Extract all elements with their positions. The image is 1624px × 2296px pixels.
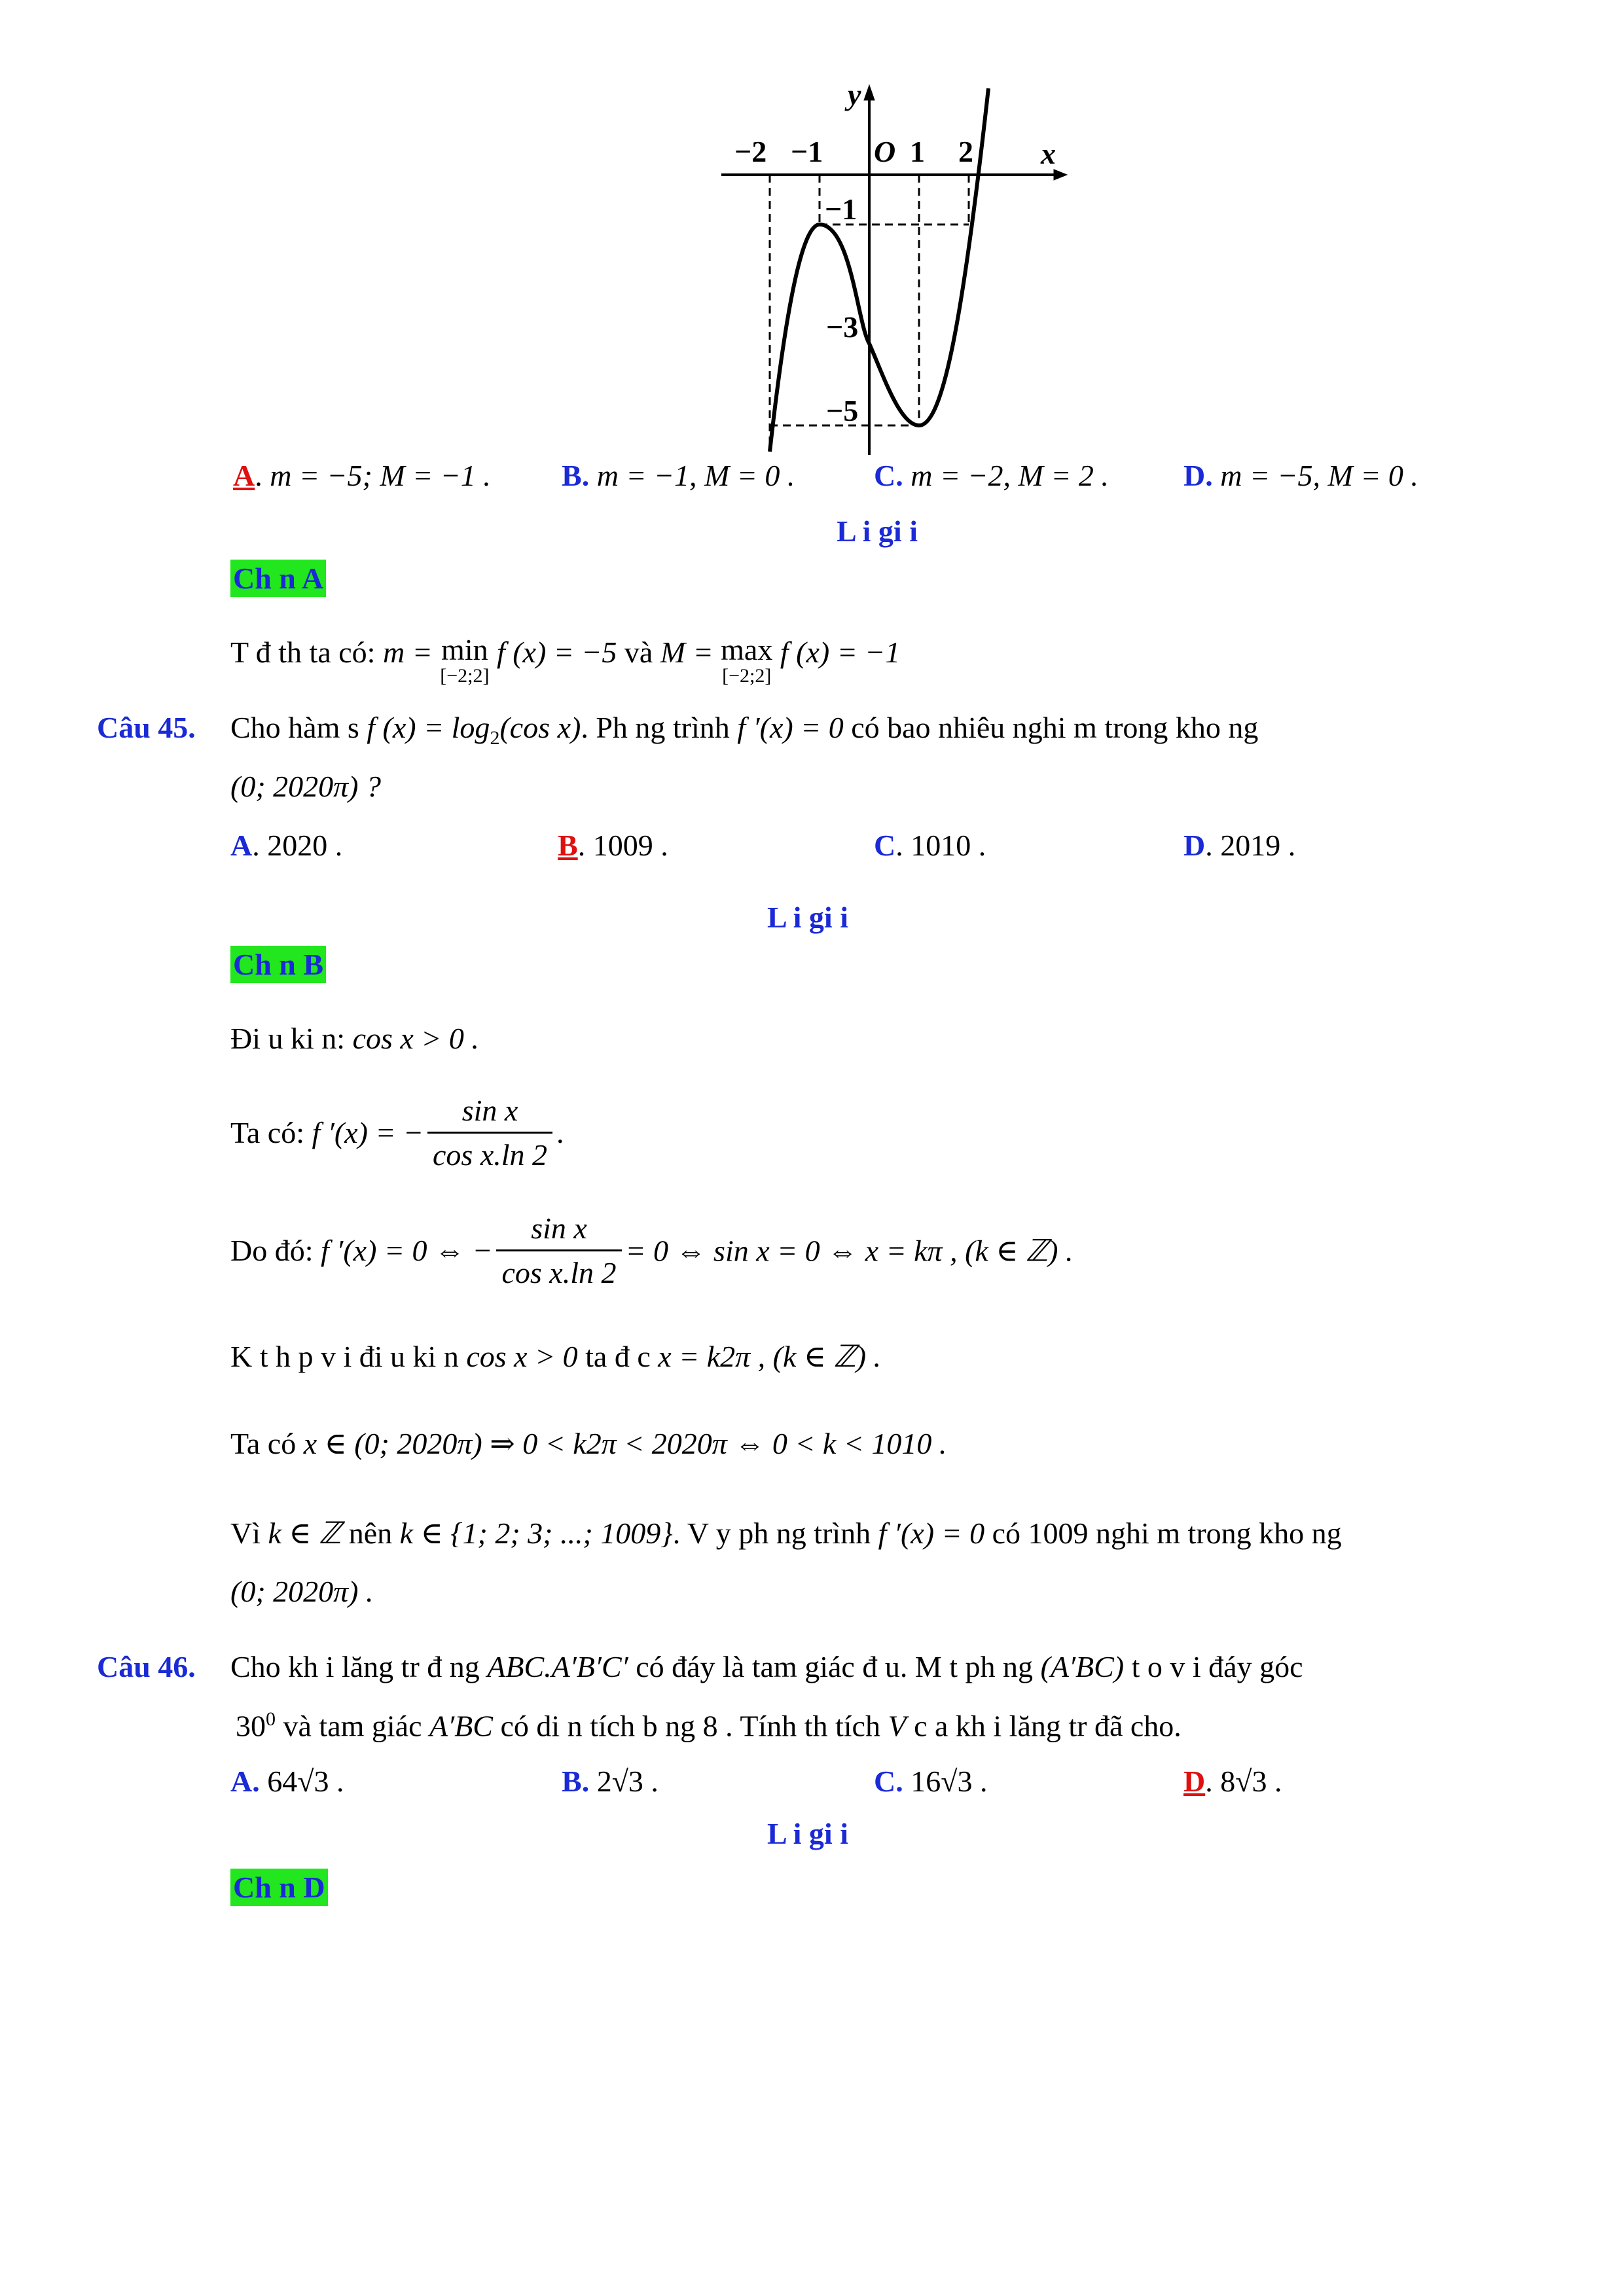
- q44-option-d[interactable]: D. m = −5, M = 0 .: [1183, 459, 1418, 492]
- q45-derivative: Ta có: f ′(x) = − $\frac{\text{sin x}}{\text{cos x.ln 2}}$ .: [230, 1094, 564, 1172]
- x-tick-label: −2: [734, 135, 767, 168]
- x-axis-label: x: [1041, 137, 1056, 170]
- q45-stem: Cho hàm s f $(x) = \log_2(\cos$ x). Ph ng trình f ′(x) = 0 có bao nhiêu nghi m trong kho ng: [230, 711, 1259, 749]
- y-tick-label: −1: [825, 192, 857, 226]
- cubic-graph: [713, 75, 1080, 461]
- q45-option-a[interactable]: A. 2020 .: [230, 829, 343, 862]
- x-axis-arrow: [1054, 170, 1067, 180]
- q44-choice-badge: Ch n A: [230, 560, 326, 597]
- q45-combine-line: K t h p v i đi u ki n cos x > 0 ta đ c x = k2π , (k ∈ ℤ) .: [230, 1340, 882, 1373]
- q46-option-d[interactable]: D. 8√3 .: [1183, 1765, 1282, 1798]
- q45-solve-line: Do đó: f ′(x) = 0 ⇔ − $\frac{\text{sin x}}{\text{cos x.ln 2}}$ = 0 ⇔ sin x = 0 ⇔ x = kπ , (k ∈ ℤ) .: [230, 1211, 1074, 1289]
- q44-option-c[interactable]: C. m = −2, M = 2 .: [874, 459, 1109, 492]
- x-tick-label: 2: [958, 135, 973, 168]
- q45-conclusion-interval: (0; 2020π) .: [230, 1575, 374, 1608]
- q45-option-b[interactable]: B. 1009 .: [558, 829, 668, 862]
- q46-option-a[interactable]: A. 64√3 .: [230, 1765, 344, 1798]
- q45-option-d[interactable]: D. 2019 .: [1183, 829, 1296, 862]
- q44-solution-line: T đ th ta có: m = min [−2;2] f (x) = −5 và M = max [−2;2] f (x) = −1: [230, 633, 901, 687]
- q46-label: Câu 46.: [97, 1650, 196, 1683]
- q45-conclusion-line: Vì k ∈ ℤ nên k ∈ {1; 2; 3; ...; 1009}. V y ph ng trình f ′(x) = 0 có 1009 nghi m trong kho ng: [230, 1516, 1342, 1550]
- q44-option-b[interactable]: B. m = −1, M = 0 .: [562, 459, 795, 492]
- q45-label: Câu 45.: [97, 711, 196, 744]
- q46-option-c[interactable]: C. 16√3 .: [874, 1765, 988, 1798]
- q44-solution-heading: L i gi i: [837, 514, 918, 548]
- q46-option-b[interactable]: B. 2√3 .: [562, 1765, 659, 1798]
- y-axis-arrow: [864, 85, 875, 100]
- y-axis-label: y: [848, 78, 861, 111]
- y-tick-label: −3: [826, 310, 859, 344]
- y-tick-label: −5: [826, 394, 859, 427]
- q45-condition: Đi u ki n: cos x > 0 .: [230, 1022, 479, 1055]
- origin-label: O: [874, 135, 896, 168]
- q46-stem-line2: $30^0$ và tam giác A′BC có di n tích b ng 8 . Tính th tích V c a kh i lăng tr đã cho.: [236, 1708, 1182, 1743]
- q45-range-line: Ta có x ∈ (0; 2020π) ⇒ 0 < k2π < 2020π ⇔ 0 < k < 1010 .: [230, 1427, 947, 1460]
- q45-solution-heading: L i gi i: [767, 901, 848, 934]
- q46-choice-badge: Ch n D: [230, 1869, 328, 1906]
- x-tick-label: −1: [791, 135, 823, 168]
- q45-choice-badge: Ch n B: [230, 946, 326, 983]
- q46-stem-line1: Cho kh i lăng tr đ ng ABC.A′B′C′ có đáy là tam giác đ u. M t ph ng (A′BC) t o v i đáy góc: [230, 1650, 1303, 1683]
- q46-solution-heading: L i gi i: [767, 1817, 848, 1850]
- q45-stem-interval: (0; 2020π) ?: [230, 770, 381, 803]
- x-tick-label: 1: [910, 135, 925, 168]
- q44-option-a[interactable]: A. m = −5; M = −1 .: [233, 459, 491, 492]
- q45-option-c[interactable]: C. 1010 .: [874, 829, 986, 862]
